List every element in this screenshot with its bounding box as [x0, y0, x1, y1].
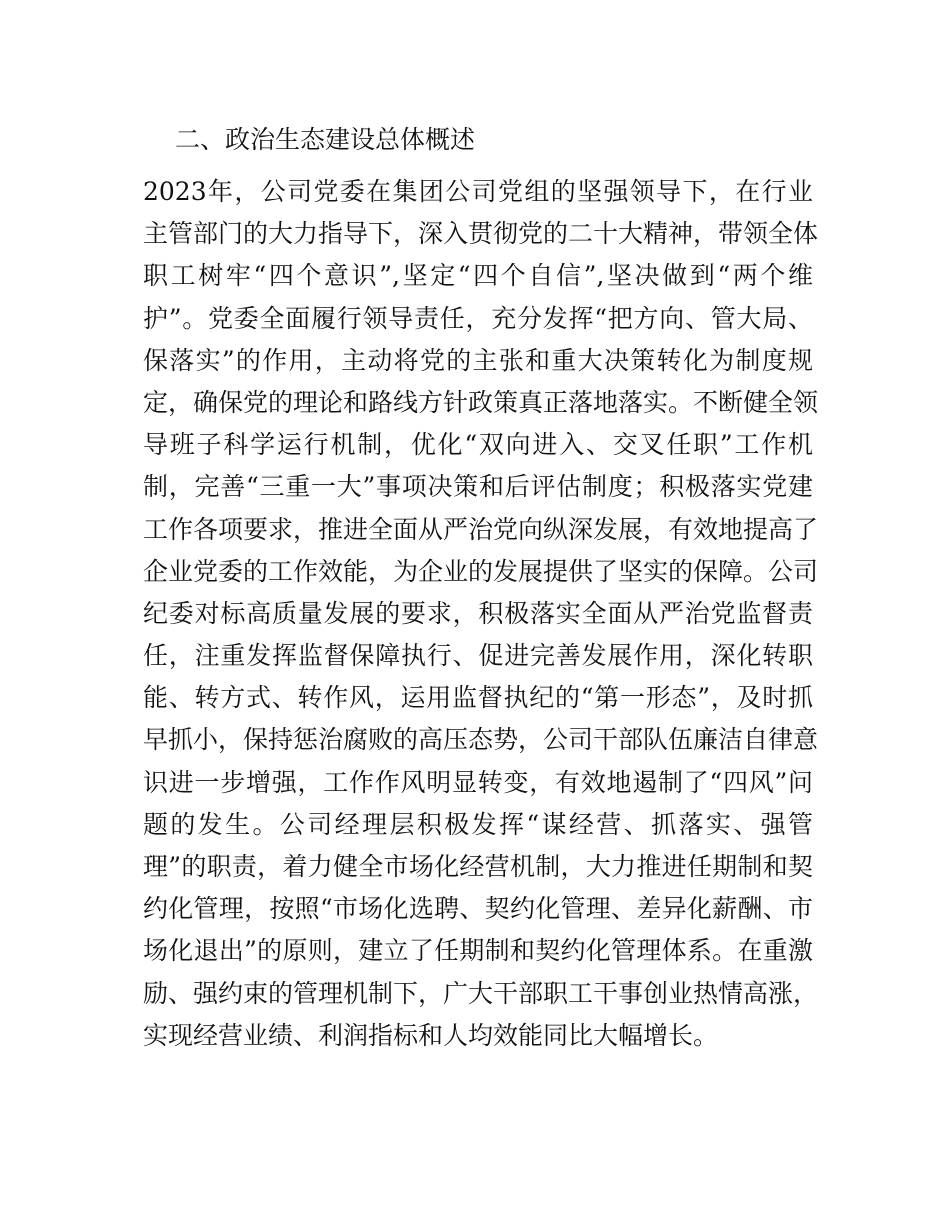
paragraph-line: 任，注重发挥监督保障执行、促进完善发展作用，深化转职: [143, 641, 813, 671]
paragraph-line: 保落实”的作用，主动将党的主张和重大决策转化为制度规: [143, 345, 813, 375]
paragraph-line: 能、转方式、转作风，运用监督执纪的“第一形态”，及时抓: [143, 683, 813, 713]
paragraph-line: 护”。党委全面履行领导责任，充分发挥“把方向、管大局、: [143, 303, 813, 333]
paragraph-line: 定，确保党的理论和路线方针政策真正落地落实。不断健全领: [143, 387, 819, 417]
paragraph-line: 导班子科学运行机制，优化“双向进入、交叉任职”工作机: [143, 430, 813, 460]
paragraph-line: 励、强约束的管理机制下，广大干部职工干事创业热情高涨，: [143, 978, 819, 1008]
paragraph-line: 约化管理，按照“市场化选聘、契约化管理、差异化薪酬、市: [143, 894, 813, 924]
paragraph-line: 工作各项要求，推进全面从严治党向纵深发展，有效地提高了: [143, 514, 819, 544]
paragraph-line: 职工树牢“四个意识”,坚定“四个自信”,坚决做到“两个维: [143, 261, 813, 291]
body-paragraph: [143, 171, 819, 1057]
paragraph-line: 纪委对标高质量发展的要求，积极落实全面从严治党监督责: [143, 598, 813, 628]
paragraph-line: 题的发生。公司经理层积极发挥“谋经营、抓落实、强管: [143, 809, 813, 839]
paragraph-line: 企业党委的工作效能，为企业的发展提供了坚实的保障。公司: [143, 556, 819, 586]
paragraph-line: 早抓小，保持惩治腐败的高压态势，公司干部队伍廉洁自律意: [143, 725, 819, 755]
paragraph-line: 制，完善“三重一大”事项决策和后评估制度；积极落实党建: [143, 472, 813, 502]
paragraph-line: 主管部门的大力指导下，深入贯彻党的二十大精神，带领全体: [143, 219, 819, 249]
paragraph-line: 识进一步增强，工作作风明显转变，有效地遏制了“四风”问: [143, 767, 813, 797]
paragraph-line: 实现经营业绩、利润指标和人均效能同比大幅增长。: [143, 1020, 719, 1050]
paragraph-line: 场化退出”的原则，建立了任期制和契约化管理体系。在重激: [143, 936, 813, 966]
paragraph-line: 2023年，公司党委在集团公司党组的坚强领导下，在行业: [143, 177, 813, 206]
section-heading: 二、政治生态建设总体概述: [175, 125, 476, 154]
paragraph-line: 理”的职责，着力健全市场化经营机制，大力推进任期制和契: [143, 852, 813, 881]
